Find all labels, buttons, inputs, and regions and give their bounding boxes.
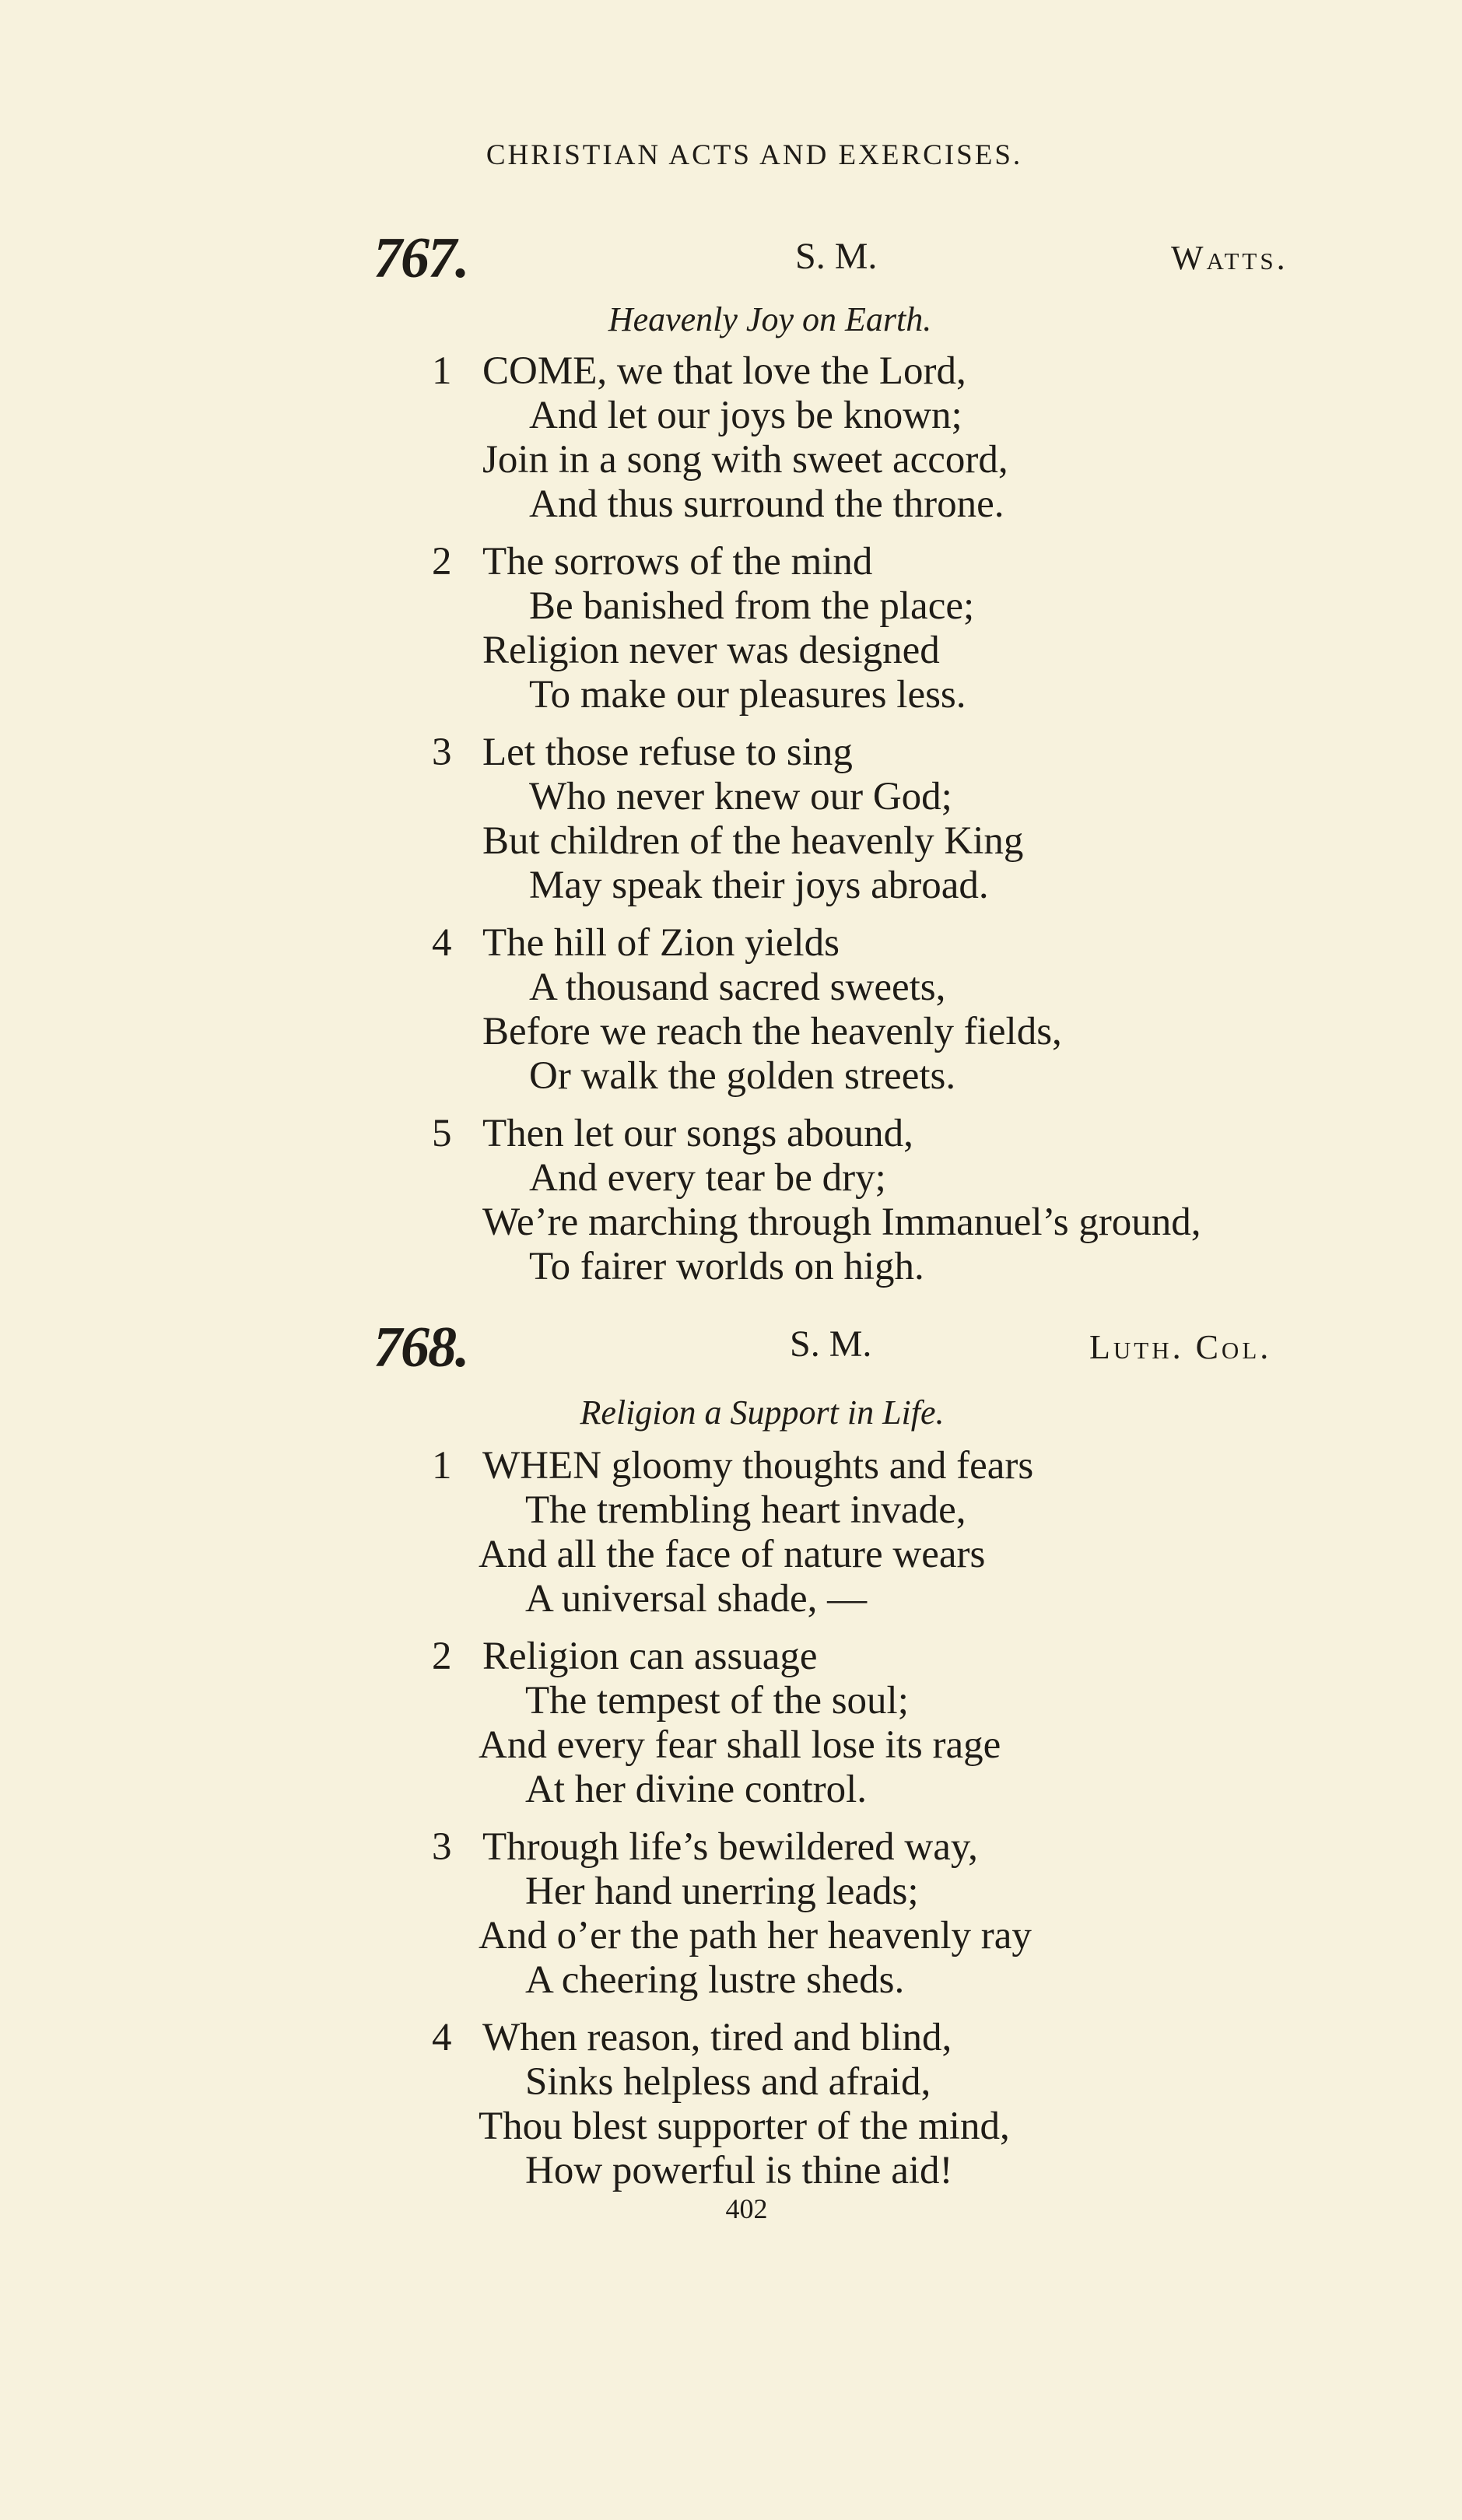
verse-line: The sorrows of the mind	[482, 540, 873, 584]
verse-line: A thousand sacred sweets,	[529, 966, 946, 1009]
verse-line: Religion can assuage	[482, 1635, 818, 1678]
verse-line: Sinks helpless and afraid,	[525, 2060, 931, 2104]
verse-number: 2	[432, 1635, 452, 1678]
verse-line: To fairer worlds on high.	[529, 1245, 924, 1288]
verse-line: But children of the heavenly King	[482, 819, 1024, 863]
verse-number: 1	[432, 349, 452, 393]
verse-number: 1	[432, 1444, 452, 1488]
hymn-header	[0, 1315, 1462, 1379]
verse-line: And every tear be dry;	[529, 1156, 886, 1200]
verse-line: And let our joys be known;	[529, 394, 962, 437]
verse-number: 5	[432, 1112, 452, 1155]
verse-line: Through life’s bewildered way,	[482, 1825, 978, 1869]
verse-line: Her hand unerring leads;	[525, 1870, 919, 1913]
verse-line: Join in a song with sweet accord,	[482, 438, 1008, 482]
hymn-author: Watts.	[1171, 239, 1288, 277]
verse-line: The hill of Zion yields	[482, 921, 840, 965]
hymn-author: Luth. Col.	[1089, 1328, 1272, 1366]
verse-line: And o’er the path her heavenly ray	[479, 1914, 1032, 1957]
verse-line: A universal shade, —	[525, 1577, 868, 1621]
verse-line: Before we reach the heavenly fields,	[482, 1010, 1062, 1053]
verse-number: 4	[432, 2016, 452, 2059]
verse-line: And all the face of nature wears	[479, 1533, 986, 1576]
verse-line: And every fear shall lose its rage	[479, 1723, 1001, 1767]
verse-number: 3	[432, 1825, 452, 1869]
hymn-header	[0, 226, 1462, 290]
verse-line: Who never knew our God;	[529, 775, 952, 818]
hymn-title: Religion a Support in Life.	[580, 1393, 945, 1432]
verse-line: A cheering lustre sheds.	[525, 1958, 905, 2002]
hymn-number: 767.	[373, 226, 468, 290]
running-head: CHRISTIAN ACTS AND EXERCISES.	[486, 139, 1023, 171]
hymn-meter: S. M.	[795, 236, 878, 277]
verse-number: 2	[432, 540, 452, 584]
verse-line: The tempest of the soul;	[525, 1679, 909, 1723]
verse-line: May speak their joys abroad.	[529, 864, 989, 907]
verse-line: To make our pleasures less.	[529, 673, 966, 717]
hymn-number: 768.	[373, 1316, 468, 1379]
verse-line: Thou blest supporter of the mind,	[479, 2105, 1010, 2148]
verse-number: 3	[432, 731, 452, 774]
verse-line: Let those refuse to sing	[482, 731, 853, 774]
page-number: 402	[725, 2193, 768, 2224]
verse-line: Then let our songs abound,	[482, 1112, 913, 1155]
verse-line: And thus surround the throne.	[529, 482, 1004, 526]
verse-line: Or walk the golden streets.	[529, 1054, 956, 1098]
hymn-title: Heavenly Joy on Earth.	[608, 300, 932, 338]
verse-line: At her divine control.	[525, 1768, 868, 1811]
verse-line: COME, we that love the Lord,	[482, 349, 966, 393]
verse-line: The trembling heart invade,	[525, 1488, 966, 1532]
verse-line: Religion never was designed	[482, 629, 940, 672]
verse-line: Be banished from the place;	[529, 584, 975, 628]
verse-number: 4	[432, 921, 452, 965]
verse-line: When reason, tired and blind,	[482, 2016, 952, 2059]
verse-line: We’re marching through Immanuel’s ground,	[482, 1200, 1201, 1244]
hymn-meter: S. M.	[790, 1323, 872, 1365]
verse-line: WHEN gloomy thoughts and fears	[482, 1444, 1034, 1488]
verse-line: How powerful is thine aid!	[525, 2149, 953, 2192]
